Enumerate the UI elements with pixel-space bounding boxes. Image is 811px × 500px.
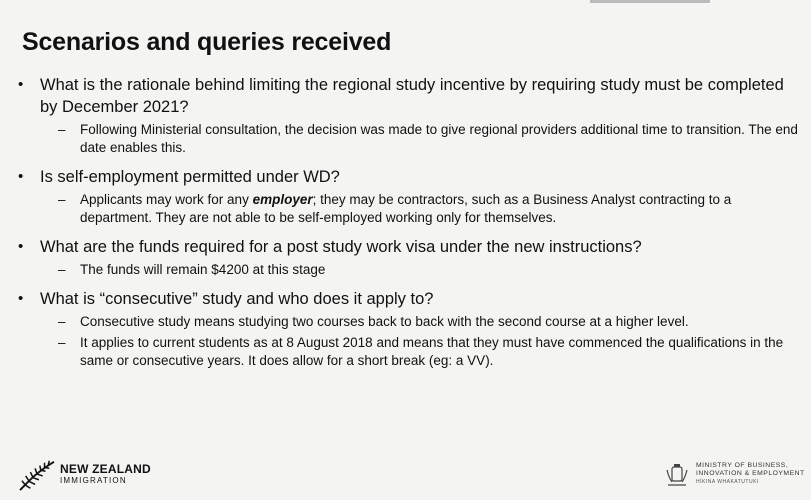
dash-icon: – [58,314,66,329]
bullet-icon: • [18,76,24,93]
answer-item [18,191,798,227]
silver-fern-icon [18,458,56,492]
question-text: What is the rationale behind limiting the regional study incentive by requiring study must be completed by December 2021? [40,76,784,116]
answer-item [18,261,798,279]
answer-text: Consecutive study means studying two courses back to back with the second course at a higher level. [80,314,689,329]
answer-text-suffix: ; they may be contractors, such as a Business Analyst contracting to a department. They are not able to be self-employed working only for themselves. [80,192,732,225]
question-text: Is self-employment permitted under WD? [40,168,340,186]
question-item [18,236,798,258]
top-edge-mark [590,0,710,3]
bullet-icon: • [18,290,24,307]
mbie-line2: INNOVATION & EMPLOYMENT [696,470,805,477]
mbie-line1: MINISTRY OF BUSINESS, [696,462,789,469]
answer-text-prefix: Applicants may work for any [80,192,253,207]
answer-text: Following Ministerial consultation, the decision was made to give regional providers additional time to transition. The end date enables this. [80,122,798,155]
nz-immigration-logo [18,458,151,492]
question-item [18,166,798,188]
question-item [18,288,798,310]
mbie-line3: HĪKINA WHAKATUTUKI [696,479,759,485]
answer-item [18,121,798,157]
nz-logo-text [60,463,151,487]
question-item [18,74,798,118]
answer-emphasis: employer [252,192,313,207]
bullet-icon: • [18,238,24,255]
answer-text: The funds will remain $4200 at this stage [80,262,326,277]
question-text: What is “consecutive” study and who does it apply to? [40,290,434,308]
mbie-logo-text [696,462,805,486]
question-text: What are the funds required for a post study work visa under the new instructions? [40,238,642,256]
coat-of-arms-icon [664,462,690,488]
bullet-icon: • [18,168,24,185]
dash-icon: – [58,262,66,277]
answer-item [18,313,798,331]
nz-logo-line2: IMMIGRATION [60,476,127,485]
dash-icon: – [58,192,66,207]
mbie-logo [664,462,805,488]
dash-icon: – [58,122,66,137]
dash-icon: – [58,335,66,350]
slide-title: Scenarios and queries received [22,28,392,56]
answer-text: It applies to current students as at 8 August 2018 and means that they must have commenced the qualifications in the same or consecutive years. It does allow for a short break (eg: a VV). [80,335,784,368]
answer-item [18,334,798,370]
question-list [18,74,798,370]
nz-logo-line1: NEW ZEALAND [60,462,151,476]
